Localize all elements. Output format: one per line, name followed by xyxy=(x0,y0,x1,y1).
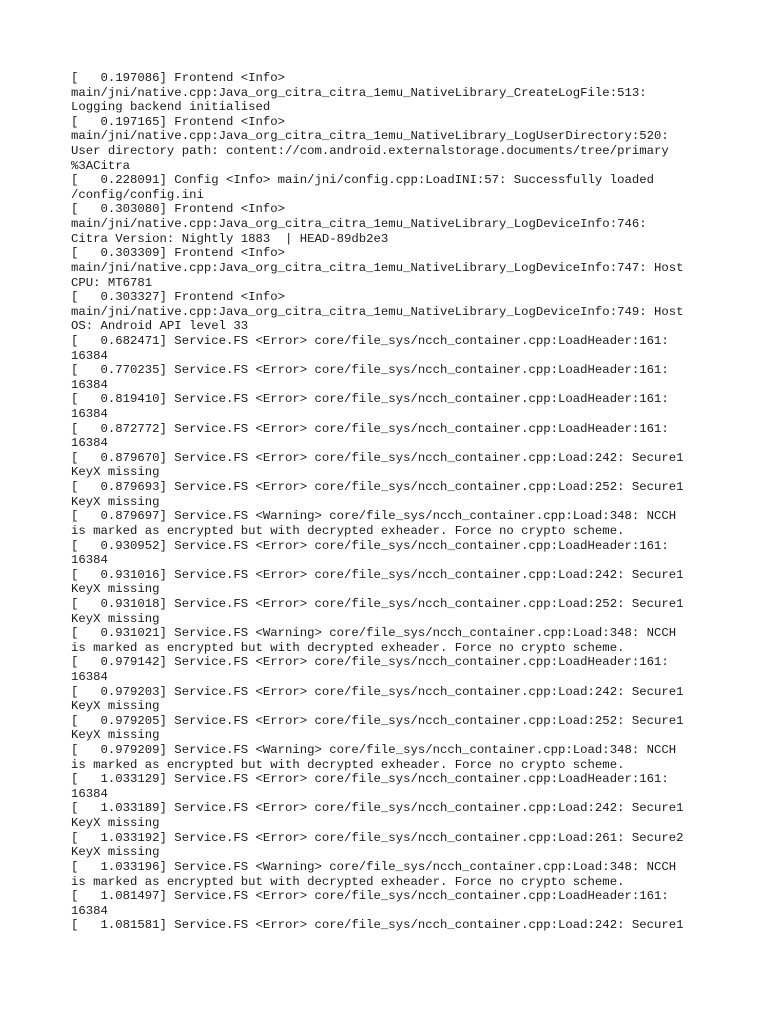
log-line: [ 1.081497] Service.FS <Error> core/file_sys/ncch_container.cpp:LoadHeader:161: xyxy=(71,889,669,904)
log-line: main/jni/native.cpp:Java_org_citra_citra_1emu_NativeLibrary_LogUserDirectory:520: xyxy=(71,129,669,144)
log-line: CPU: MT6781 xyxy=(71,275,153,290)
log-line: [ 1.081581] Service.FS <Error> core/file_sys/ncch_container.cpp:Load:242: Secure1 xyxy=(71,918,684,933)
log-line: User directory path: content://com.android.externalstorage.documents/tree/primary xyxy=(71,144,669,159)
log-line: KeyX missing xyxy=(71,845,160,860)
log-line: [ 0.819410] Service.FS <Error> core/file_sys/ncch_container.cpp:LoadHeader:161: xyxy=(71,392,669,407)
log-line: [ 0.770235] Service.FS <Error> core/file_sys/ncch_container.cpp:LoadHeader:161: xyxy=(71,363,669,378)
log-line: Logging backend initialised xyxy=(71,100,271,115)
log-line: is marked as encrypted but with decrypted exheader. Force no crypto scheme. xyxy=(71,874,625,889)
log-line: KeyX missing xyxy=(71,582,160,597)
log-text xyxy=(71,71,711,933)
log-line: main/jni/native.cpp:Java_org_citra_citra_1emu_NativeLibrary_LogDeviceInfo:747: Host xyxy=(71,260,684,275)
log-line: %3ACitra xyxy=(71,158,131,173)
log-line: 16384 xyxy=(71,377,108,392)
log-line: /config/config.ini xyxy=(71,187,204,202)
log-line: 16384 xyxy=(71,407,108,422)
log-line: KeyX missing xyxy=(71,699,160,714)
log-line: Citra Version: Nightly 1883 | HEAD-89db2e3 xyxy=(71,231,389,246)
log-line: KeyX missing xyxy=(71,465,160,480)
log-line: is marked as encrypted but with decrypted exheader. Force no crypto scheme. xyxy=(71,757,625,772)
log-line: [ 0.931018] Service.FS <Error> core/file_sys/ncch_container.cpp:Load:252: Secure1 xyxy=(71,596,684,611)
log-line: [ 0.931016] Service.FS <Error> core/file_sys/ncch_container.cpp:Load:242: Secure1 xyxy=(71,567,684,582)
log-line: [ 0.930952] Service.FS <Error> core/file_sys/ncch_container.cpp:LoadHeader:161: xyxy=(71,538,669,553)
log-line: KeyX missing xyxy=(71,494,160,509)
log-line: [ 0.931021] Service.FS <Warning> core/file_sys/ncch_container.cpp:Load:348: NCCH xyxy=(71,626,677,641)
log-line: OS: Android API level 33 xyxy=(71,319,249,334)
log-line: [ 0.979205] Service.FS <Error> core/file_sys/ncch_container.cpp:Load:252: Secure1 xyxy=(71,713,684,728)
log-line: [ 0.303327] Frontend <Info> xyxy=(71,290,286,305)
log-line: 16384 xyxy=(71,553,108,568)
log-line: [ 0.303080] Frontend <Info> xyxy=(71,202,286,217)
log-line: [ 0.879697] Service.FS <Warning> core/file_sys/ncch_container.cpp:Load:348: NCCH xyxy=(71,509,677,524)
log-line: KeyX missing xyxy=(71,816,160,831)
log-line: KeyX missing xyxy=(71,611,160,626)
log-line: main/jni/native.cpp:Java_org_citra_citra_1emu_NativeLibrary_CreateLogFile:513: xyxy=(71,85,647,100)
log-line: [ 0.303309] Frontend <Info> xyxy=(71,246,286,261)
log-line: 16384 xyxy=(71,348,108,363)
log-line: main/jni/native.cpp:Java_org_citra_citra_1emu_NativeLibrary_LogDeviceInfo:746: xyxy=(71,217,647,232)
log-line: is marked as encrypted but with decrypted exheader. Force no crypto scheme. xyxy=(71,640,625,655)
log-line: [ 1.033129] Service.FS <Error> core/file_sys/ncch_container.cpp:LoadHeader:161: xyxy=(71,772,669,787)
log-line: [ 0.979203] Service.FS <Error> core/file_sys/ncch_container.cpp:Load:242: Secure1 xyxy=(71,684,684,699)
log-line: [ 0.197165] Frontend <Info> xyxy=(71,114,286,129)
log-line: 16384 xyxy=(71,903,108,918)
log-line: [ 1.033189] Service.FS <Error> core/file_sys/ncch_container.cpp:Load:242: Secure1 xyxy=(71,801,684,816)
log-line: [ 0.228091] Config <Info> main/jni/config.cpp:LoadINI:57: Successfully loaded xyxy=(71,173,654,188)
log-line: is marked as encrypted but with decrypted exheader. Force no crypto scheme. xyxy=(71,523,625,538)
log-line: KeyX missing xyxy=(71,728,160,743)
log-line: 16384 xyxy=(71,669,108,684)
log-line: [ 0.979142] Service.FS <Error> core/file_sys/ncch_container.cpp:LoadHeader:161: xyxy=(71,655,669,670)
log-line: 16384 xyxy=(71,436,108,451)
log-line: [ 1.033192] Service.FS <Error> core/file_sys/ncch_container.cpp:Load:261: Secure2 xyxy=(71,830,684,845)
log-line: [ 0.872772] Service.FS <Error> core/file_sys/ncch_container.cpp:LoadHeader:161: xyxy=(71,421,669,436)
log-line: [ 0.879693] Service.FS <Error> core/file_sys/ncch_container.cpp:Load:252: Secure1 xyxy=(71,480,684,495)
log-line: main/jni/native.cpp:Java_org_citra_citra_1emu_NativeLibrary_LogDeviceInfo:749: Host xyxy=(71,304,684,319)
log-line: [ 0.979209] Service.FS <Warning> core/file_sys/ncch_container.cpp:Load:348: NCCH xyxy=(71,743,677,758)
log-line: [ 0.682471] Service.FS <Error> core/file_sys/ncch_container.cpp:LoadHeader:161: xyxy=(71,333,669,348)
log-line: [ 1.033196] Service.FS <Warning> core/file_sys/ncch_container.cpp:Load:348: NCCH xyxy=(71,859,677,874)
log-line: [ 0.197086] Frontend <Info> xyxy=(71,71,286,85)
log-line: 16384 xyxy=(71,786,108,801)
log-line: [ 0.879670] Service.FS <Error> core/file_sys/ncch_container.cpp:Load:242: Secure1 xyxy=(71,450,684,465)
